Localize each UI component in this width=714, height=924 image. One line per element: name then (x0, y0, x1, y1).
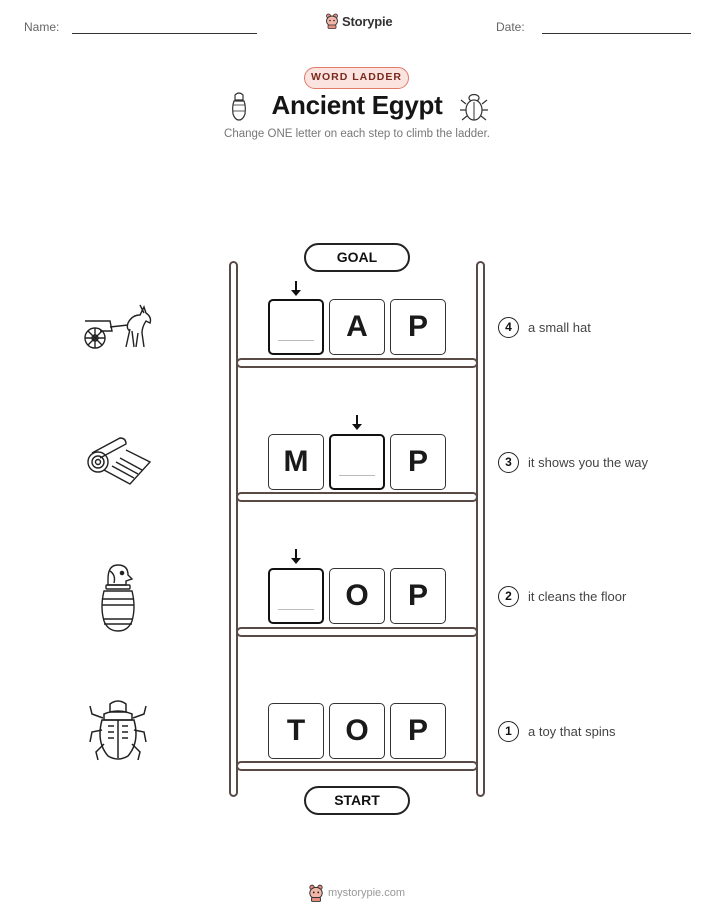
ladder-left-rail (229, 261, 238, 797)
letter-box: P (390, 299, 446, 355)
letter-input[interactable] (268, 299, 324, 355)
date-label: Date: (496, 20, 525, 34)
mascot-icon (325, 13, 339, 29)
letter-input[interactable] (329, 434, 385, 490)
date-field[interactable] (542, 33, 691, 34)
clue-text: a small hat (528, 320, 591, 335)
brand-logo (325, 13, 392, 29)
name-label: Name: (24, 20, 60, 34)
clue-step-4 (498, 317, 591, 338)
down-arrow-icon (351, 415, 363, 431)
ladder-rung (236, 358, 478, 368)
letter-box: P (390, 434, 446, 490)
ladder-rung (236, 761, 478, 771)
clue-text: it cleans the floor (528, 589, 627, 604)
letter-box: O (329, 568, 385, 624)
step-number: 3 (498, 452, 519, 473)
step-number: 1 (498, 721, 519, 742)
down-arrow-icon (290, 281, 302, 297)
ladder-rung (236, 492, 478, 502)
clue-step-3 (498, 452, 648, 473)
letter-input[interactable] (268, 568, 324, 624)
brand-name: Storypie (342, 13, 393, 29)
footer-url[interactable]: mystorypie.com (328, 887, 406, 899)
step-number: 2 (498, 586, 519, 607)
instructions: Change ONE letter on each step to climb the ladder. (224, 128, 490, 140)
ladder-right-rail (476, 261, 485, 797)
scarab-icon (88, 698, 148, 764)
page-title: Ancient Egypt (271, 90, 443, 120)
letter-box: P (390, 568, 446, 624)
goal-label: GOAL (304, 243, 410, 272)
letter-box: M (268, 434, 324, 490)
letter-box: P (390, 703, 446, 759)
clue-step-1 (498, 721, 615, 742)
scarab-small-icon (460, 92, 488, 122)
scroll-icon (86, 436, 152, 486)
letter-box: O (329, 703, 385, 759)
step-number: 4 (498, 317, 519, 338)
clue-step-2 (498, 586, 626, 607)
footer (308, 884, 405, 902)
clue-text: a toy that spins (528, 724, 616, 739)
letter-box: A (329, 299, 385, 355)
canopic-jar-icon (98, 563, 138, 633)
down-arrow-icon (290, 549, 302, 565)
letter-box: T (268, 703, 324, 759)
clue-text: it shows you the way (528, 455, 648, 470)
ladder-rung (236, 627, 478, 637)
start-label: START (304, 786, 410, 815)
chariot-icon (82, 303, 154, 353)
word-ladder-badge: WORD LADDER (304, 67, 409, 89)
name-field[interactable] (72, 33, 257, 34)
mascot-icon (308, 884, 324, 902)
